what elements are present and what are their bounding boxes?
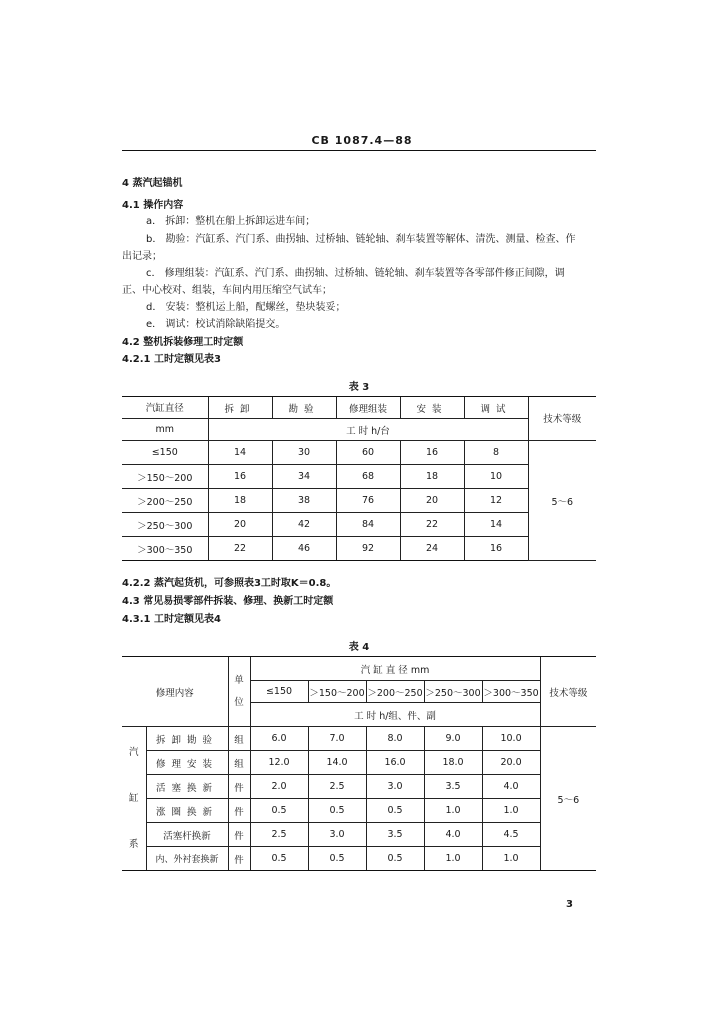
- t3-cell: 34: [272, 465, 336, 489]
- t4-unit: 组: [228, 751, 250, 775]
- t4-group-label: [122, 727, 146, 871]
- t4-range: ≤150: [250, 681, 308, 703]
- t3-cell: 16: [464, 537, 528, 561]
- t3-range: ＞250～300: [122, 513, 208, 537]
- t4-unit: 件: [228, 847, 250, 871]
- op-item-b: b． 勘验：汽缸系、汽门系、曲拐轴、过桥轴、链轮轴、刹车装置等解体、清洗、测量、检查、作: [146, 234, 576, 245]
- table-3: [122, 396, 596, 561]
- t3-range: ＞200～250: [122, 489, 208, 513]
- op-item-e: e． 调试：校试消除缺陷提交。: [146, 319, 286, 330]
- t4-cell: 0.5: [366, 847, 424, 871]
- t4-cell: 12.0: [250, 751, 308, 775]
- t4-top-rule: [122, 656, 596, 657]
- t3-cell: 14: [464, 513, 528, 537]
- t4-cell: 20.0: [482, 751, 540, 775]
- t4-cell: 1.0: [424, 799, 482, 823]
- t4-cell: 2.0: [250, 775, 308, 799]
- t3-top-rule: [122, 396, 596, 397]
- t3-cell: 16: [208, 465, 272, 489]
- standard-code: CB 1087.4—88: [311, 134, 413, 147]
- t4-cell: 16.0: [366, 751, 424, 775]
- t3-cell: 84: [336, 513, 400, 537]
- t4-item: 活塞杆换新: [146, 823, 228, 847]
- t3-col-op: 勘验: [272, 397, 336, 419]
- t4-range: ＞250～300: [424, 681, 482, 703]
- t4-item: 修理安装: [146, 751, 228, 775]
- op-item-d: d． 安装：整机运上船，配螺丝，垫块装妥；: [146, 302, 346, 313]
- t4-cell: 9.0: [424, 727, 482, 751]
- t4-cell: 18.0: [424, 751, 482, 775]
- op-item-b-cont: 出记录；: [122, 251, 162, 262]
- t4-group-char: 缸: [128, 792, 139, 804]
- t4-diameter-header: 汽 缸 直 径 mm: [250, 657, 540, 681]
- t3-col-diameter: 汽缸直径: [122, 397, 208, 419]
- t3-col-op: 调试: [464, 397, 528, 419]
- t3-cell: 92: [336, 537, 400, 561]
- t3-cell: 42: [272, 513, 336, 537]
- t4-unit: 组: [228, 727, 250, 751]
- section-4-3-1-title: 4.3.1 工时定额见表4: [122, 614, 221, 625]
- t3-range: ≤150: [122, 441, 208, 465]
- section-4-3-title: 4.3 常见易损零部件拆装、修理、换新工时定额: [122, 596, 334, 607]
- t4-cell: 3.0: [308, 823, 366, 847]
- t3-cell: 20: [400, 489, 464, 513]
- t3-col-op: 修理组装: [336, 397, 400, 419]
- t4-item: 拆卸勘验: [146, 727, 228, 751]
- t4-group-char: 系: [128, 838, 139, 850]
- t4-cell: 6.0: [250, 727, 308, 751]
- t3-cell: 76: [336, 489, 400, 513]
- t4-col-content: 修理内容: [122, 657, 228, 727]
- page-number: 3: [566, 899, 573, 910]
- t3-cell: 68: [336, 465, 400, 489]
- t4-cell: 7.0: [308, 727, 366, 751]
- table-3-caption: 表 3: [348, 382, 370, 393]
- t4-time-unit: 工 时 h/组、件、副: [250, 703, 540, 727]
- t4-cell: 3.5: [424, 775, 482, 799]
- t3-cell: 22: [400, 513, 464, 537]
- t3-cell: 60: [336, 441, 400, 465]
- op-item-a: a． 拆卸：整机在船上拆卸运进车间；: [146, 216, 316, 227]
- t4-cell: 1.0: [482, 847, 540, 871]
- t4-cell: 4.0: [424, 823, 482, 847]
- t3-cell: 30: [272, 441, 336, 465]
- t3-cell: 18: [400, 465, 464, 489]
- op-item-c: c． 修理组装：汽缸系、汽门系、曲拐轴、过桥轴、链轮轴、刹车装置等各零部件修正间隙，调: [146, 268, 565, 279]
- t4-range: ＞300～350: [482, 681, 540, 703]
- t4-tech-grade-value: 5～6: [540, 727, 596, 871]
- section-4-1-title: 4.1 操作内容: [122, 200, 184, 211]
- t3-cell: 20: [208, 513, 272, 537]
- t4-col-unit-top: 单: [234, 674, 244, 686]
- t3-cell: 12: [464, 489, 528, 513]
- t4-cell: 2.5: [308, 775, 366, 799]
- t4-col-tech-grade: 技术等级: [540, 657, 596, 727]
- t4-unit: 件: [228, 775, 250, 799]
- t4-cell: 2.5: [250, 823, 308, 847]
- section-4-title: 4 蒸汽起锚机: [122, 178, 183, 189]
- t4-cell: 0.5: [308, 847, 366, 871]
- t4-cell: 14.0: [308, 751, 366, 775]
- t4-cell: 4.0: [482, 775, 540, 799]
- t4-cell: 8.0: [366, 727, 424, 751]
- t3-cell: 8: [464, 441, 528, 465]
- section-4-2-title: 4.2 整机拆装修理工时定额: [122, 337, 244, 348]
- t3-cell: 46: [272, 537, 336, 561]
- t4-unit: 件: [228, 823, 250, 847]
- t3-range: ＞300～350: [122, 537, 208, 561]
- t4-cell: 0.5: [250, 847, 308, 871]
- t4-cell: 1.0: [482, 799, 540, 823]
- t4-unit: 件: [228, 799, 250, 823]
- t3-cell: 38: [272, 489, 336, 513]
- t4-cell: 0.5: [366, 799, 424, 823]
- t4-group-char: 汽: [128, 746, 139, 758]
- t4-range: ＞150～200: [308, 681, 366, 703]
- t4-cell: 0.5: [250, 799, 308, 823]
- t4-cell: 4.5: [482, 823, 540, 847]
- t4-cell: 0.5: [308, 799, 366, 823]
- t3-cell: 18: [208, 489, 272, 513]
- t4-item: 活塞换新: [146, 775, 228, 799]
- t4-cell: 3.0: [366, 775, 424, 799]
- op-item-c-cont: 正、中心校对、组装，车间内用压缩空气试车；: [122, 285, 332, 296]
- t4-range: ＞200～250: [366, 681, 424, 703]
- t4-cell: 3.5: [366, 823, 424, 847]
- t4-item: 涨圈换新: [146, 799, 228, 823]
- t4-item: 内、外衬套换新: [146, 847, 228, 871]
- header-rule: [122, 150, 596, 151]
- section-4-2-2-text: 4.2.2 蒸汽起货机，可参照表3工时取K＝0.8。: [122, 578, 337, 589]
- table-4: [122, 656, 596, 871]
- t3-cell: 10: [464, 465, 528, 489]
- t3-cell: 16: [400, 441, 464, 465]
- section-4-2-1-title: 4.2.1 工时定额见表3: [122, 354, 221, 365]
- table-4-caption: 表 4: [348, 642, 370, 653]
- t4-cell: 1.0: [424, 847, 482, 871]
- t4-col-unit: [228, 657, 250, 727]
- t3-cell: 14: [208, 441, 272, 465]
- t3-col-op: 拆卸: [208, 397, 272, 419]
- t3-tech-grade-value: 5～6: [528, 441, 596, 561]
- t4-cell: 10.0: [482, 727, 540, 751]
- t3-col-tech-grade: 技术等级: [528, 397, 596, 441]
- t3-time-unit: 工 时 h/台: [208, 419, 528, 441]
- t4-col-unit-bottom: 位: [234, 696, 244, 708]
- t3-unit-mm: mm: [122, 419, 208, 441]
- t3-cell: 24: [400, 537, 464, 561]
- t3-col-op: 安装: [400, 397, 464, 419]
- t3-cell: 22: [208, 537, 272, 561]
- t3-range: ＞150～200: [122, 465, 208, 489]
